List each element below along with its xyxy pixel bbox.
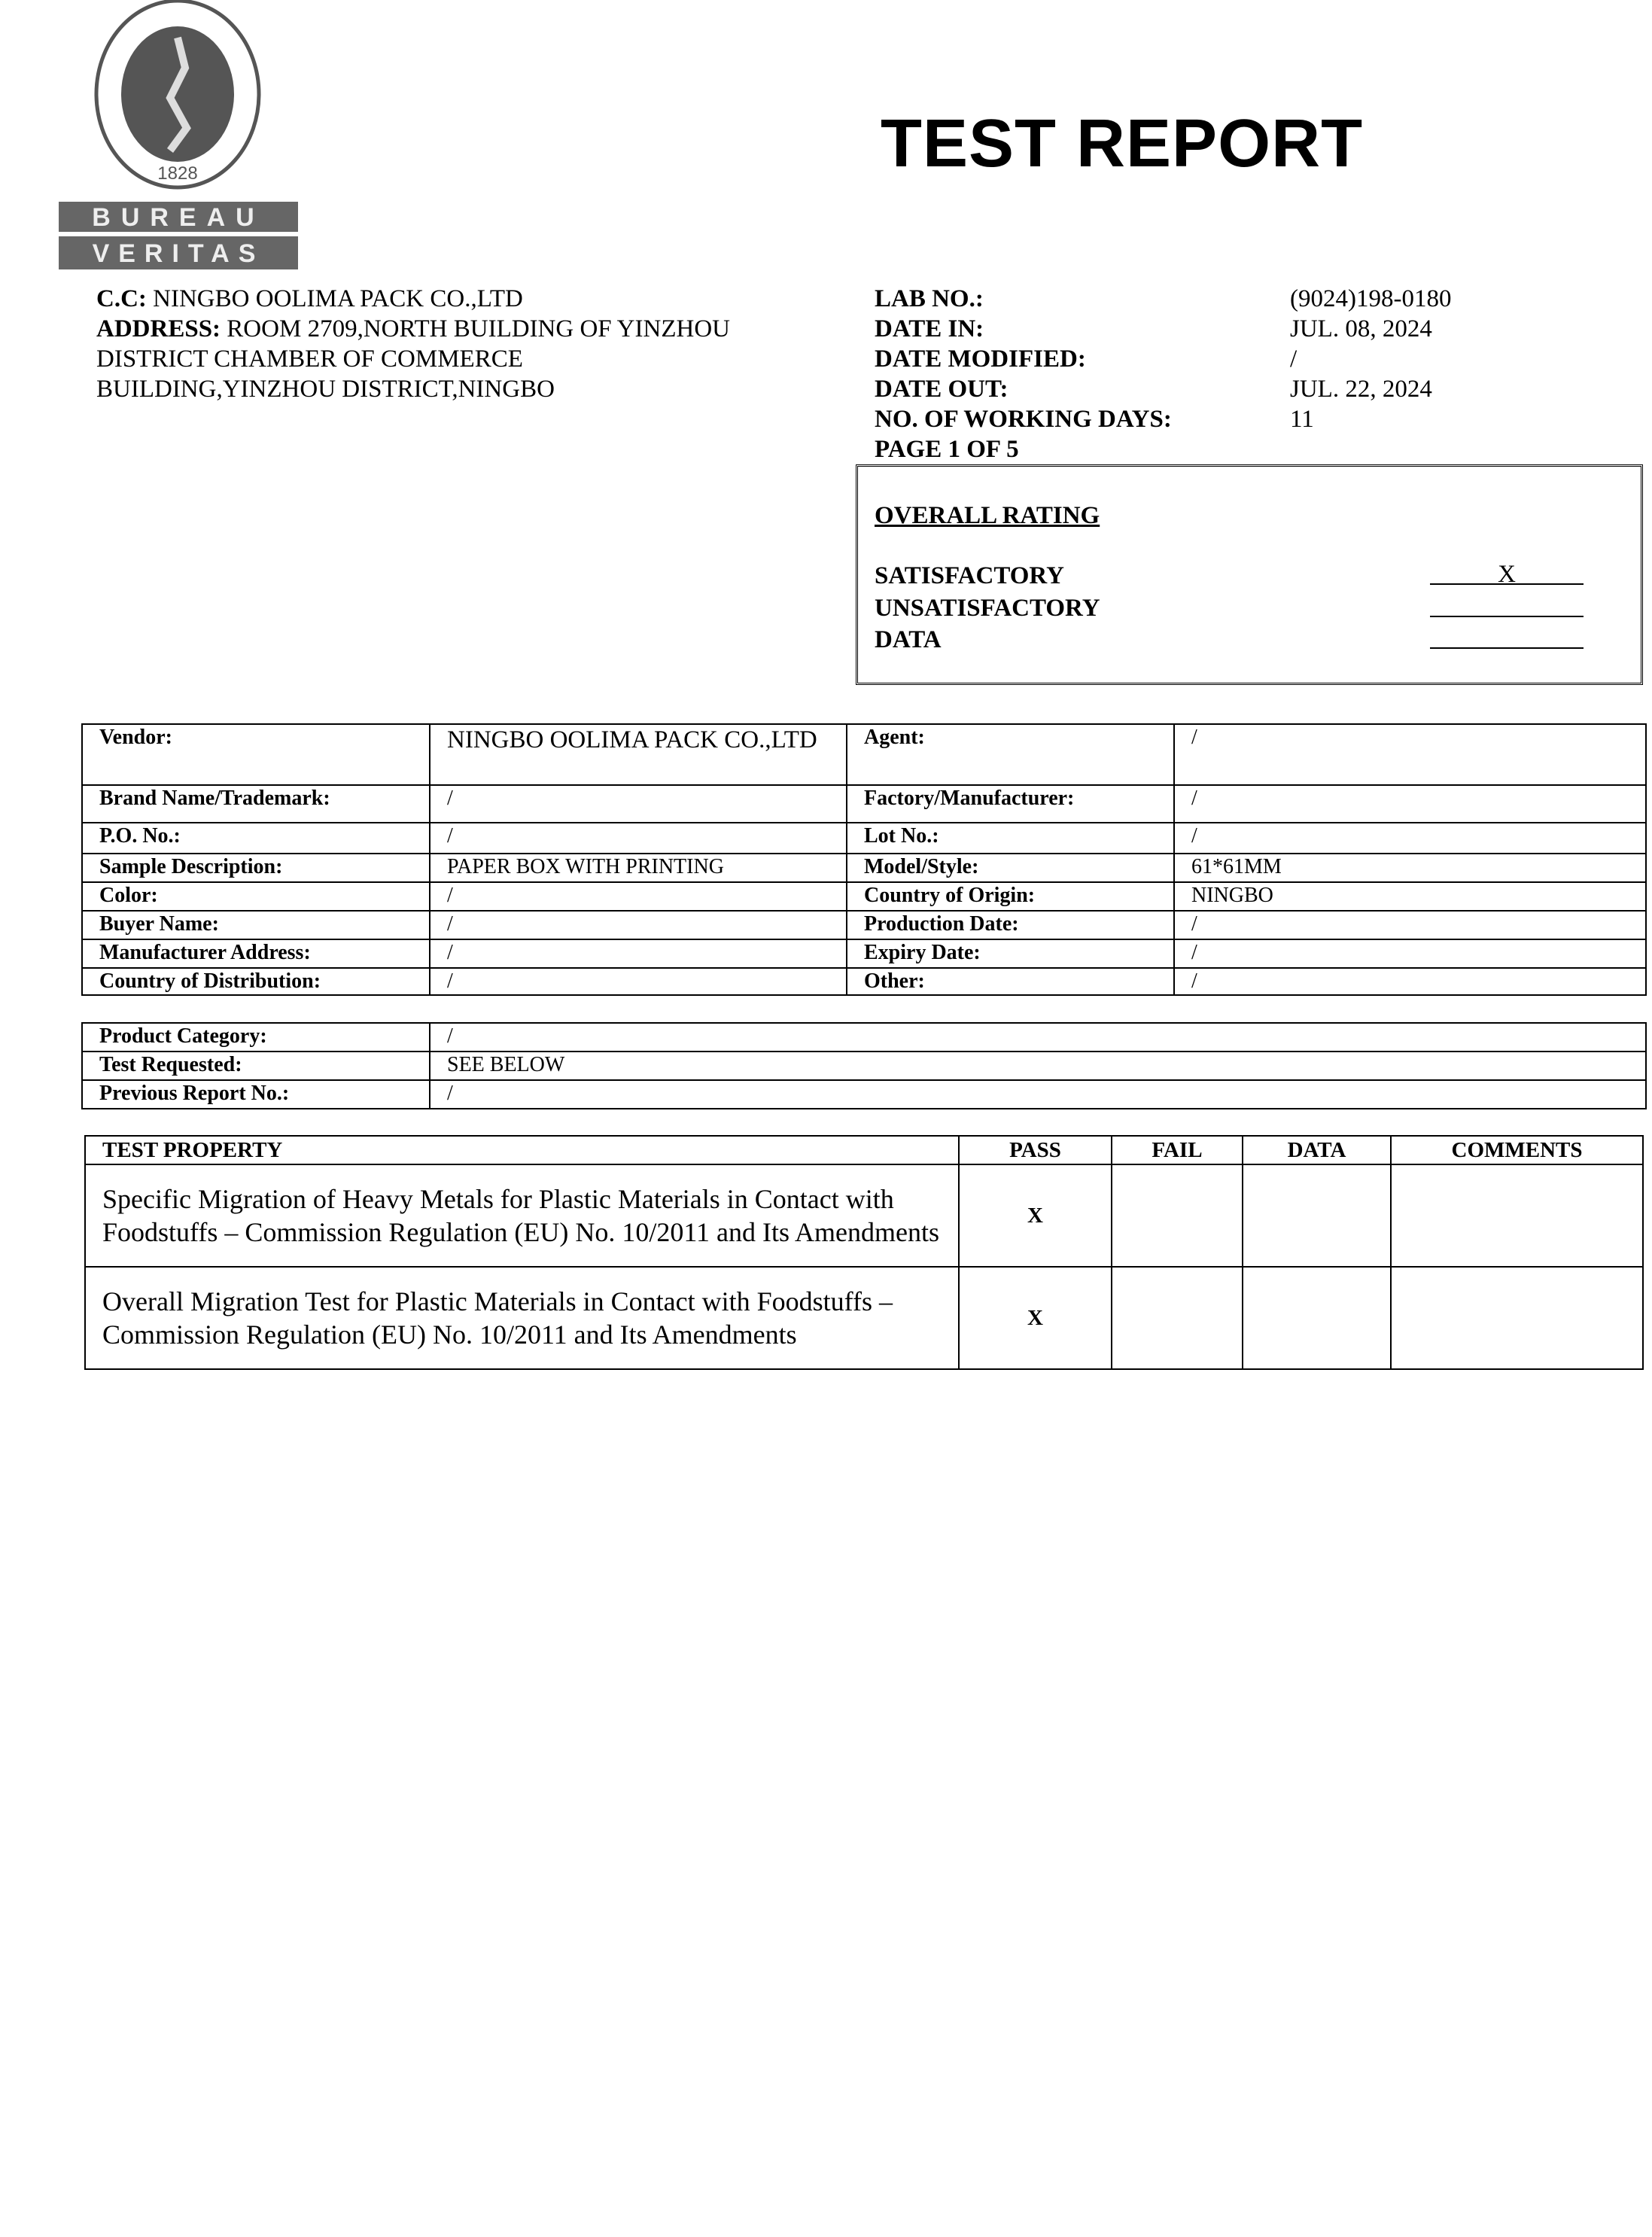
category-label: Test Requested: — [82, 1052, 430, 1080]
logo-text-veritas: VERITAS — [92, 239, 265, 268]
working-days-value: 11 — [1290, 406, 1314, 433]
details-label: Buyer Name: — [82, 911, 430, 939]
report-info — [875, 284, 1452, 464]
category-label: Previous Report No.: — [82, 1080, 430, 1109]
date-in-label: DATE IN: — [875, 315, 984, 342]
header-pass: PASS — [959, 1136, 1112, 1164]
date-modified-label: DATE MODIFIED: — [875, 345, 1086, 373]
comments — [1391, 1267, 1643, 1369]
bureau-veritas-logo — [57, 0, 300, 271]
details-value: / — [1174, 724, 1646, 785]
details-label: Agent: — [847, 724, 1174, 785]
date-out-label: DATE OUT: — [875, 376, 1009, 403]
category-row — [82, 1080, 1646, 1109]
details-label: Country of Origin: — [847, 882, 1174, 911]
details-label: Other: — [847, 968, 1174, 995]
lab-no-label: LAB NO.: — [875, 285, 984, 312]
working-days-label: NO. OF WORKING DAYS: — [875, 406, 1172, 433]
client-info — [96, 284, 730, 404]
details-value: 61*61MM — [1174, 854, 1646, 882]
fail-mark — [1112, 1267, 1243, 1369]
rating-satisfactory-mark: X — [1430, 559, 1584, 585]
fail-mark — [1112, 1164, 1243, 1267]
overall-rating-box — [856, 464, 1643, 685]
details-value: / — [430, 968, 847, 995]
details-row — [82, 724, 1646, 785]
test-property: Specific Migration of Heavy Metals for Plastic Materials in Contact with Foodstuffs – Commission Regulation (EU) No. 10/2011 and Its Amendments — [85, 1164, 959, 1267]
details-row — [82, 939, 1646, 968]
details-label: Manufacturer Address: — [82, 939, 430, 968]
details-row — [82, 968, 1646, 995]
cc-label: C.C: — [96, 285, 147, 312]
address-line-3: BUILDING,YINZHOU DISTRICT,NINGBO — [96, 376, 555, 403]
rating-satisfactory-label: SATISFACTORY — [875, 562, 1064, 589]
header-data: DATA — [1243, 1136, 1391, 1164]
page-number: PAGE 1 OF 5 — [875, 436, 1019, 463]
details-value: / — [1174, 911, 1646, 939]
details-label: Color: — [82, 882, 430, 911]
category-row — [82, 1023, 1646, 1052]
category-value: / — [430, 1080, 1646, 1109]
details-value: / — [1174, 785, 1646, 823]
test-row — [85, 1164, 1643, 1267]
details-label: Factory/Manufacturer: — [847, 785, 1174, 823]
details-label: Production Date: — [847, 911, 1174, 939]
details-row — [82, 854, 1646, 882]
details-value: NINGBO OOLIMA PACK CO.,LTD — [430, 724, 847, 785]
test-row — [85, 1267, 1643, 1369]
header-test-property: TEST PROPERTY — [85, 1136, 959, 1164]
header-fail: FAIL — [1112, 1136, 1243, 1164]
details-value: NINGBO — [1174, 882, 1646, 911]
details-label: Sample Description: — [82, 854, 430, 882]
category-label: Product Category: — [82, 1023, 430, 1052]
logo-text-bureau: BUREAU — [92, 203, 265, 232]
details-value: PAPER BOX WITH PRINTING — [430, 854, 847, 882]
details-value: / — [430, 823, 847, 854]
date-modified-value: / — [1290, 345, 1298, 373]
report-title: TEST REPORT — [881, 106, 1364, 181]
category-value: SEE BELOW — [430, 1052, 1646, 1080]
details-label: Lot No.: — [847, 823, 1174, 854]
details-label: Expiry Date: — [847, 939, 1174, 968]
details-value: / — [1174, 939, 1646, 968]
rating-data-label: DATA — [875, 626, 942, 653]
date-in-value: JUL. 08, 2024 — [1290, 315, 1432, 342]
details-value: / — [430, 939, 847, 968]
details-value: / — [1174, 823, 1646, 854]
category-row — [82, 1052, 1646, 1080]
logo-year: 1828 — [157, 163, 198, 184]
rating-unsatisfactory-mark — [1430, 592, 1584, 617]
details-value: / — [430, 785, 847, 823]
sample-details-table — [81, 723, 1647, 996]
details-value: / — [430, 911, 847, 939]
test-property: Overall Migration Test for Plastic Materials in Contact with Foodstuffs – Commission Regulation (EU) No. 10/2011 and Its Amendments — [85, 1267, 959, 1369]
details-row — [82, 785, 1646, 823]
details-label: Model/Style: — [847, 854, 1174, 882]
details-value: / — [430, 882, 847, 911]
address-line-1: ROOM 2709,NORTH BUILDING OF YINZHOU — [227, 315, 730, 342]
comments — [1391, 1164, 1643, 1267]
address-label: ADDRESS: — [96, 315, 221, 342]
overall-rating-heading: OVERALL RATING — [875, 502, 1100, 529]
details-label: Country of Distribution: — [82, 968, 430, 995]
details-label: Brand Name/Trademark: — [82, 785, 430, 823]
pass-mark: X — [959, 1267, 1112, 1369]
data-mark — [1243, 1267, 1391, 1369]
rating-unsatisfactory-label: UNSATISFACTORY — [875, 595, 1100, 622]
category-value: / — [430, 1023, 1646, 1052]
details-row — [82, 911, 1646, 939]
details-value: / — [1174, 968, 1646, 995]
test-results-header — [85, 1136, 1643, 1164]
cc-value: NINGBO OOLIMA PACK CO.,LTD — [153, 285, 523, 312]
rating-data-mark — [1430, 623, 1584, 649]
lab-no-value: (9024)198-0180 — [1290, 285, 1452, 312]
address-line-2: DISTRICT CHAMBER OF COMMERCE — [96, 345, 523, 373]
details-label: P.O. No.: — [82, 823, 430, 854]
data-mark — [1243, 1164, 1391, 1267]
test-results-table — [84, 1135, 1644, 1370]
date-out-value: JUL. 22, 2024 — [1290, 376, 1432, 403]
details-label: Vendor: — [82, 724, 430, 785]
details-row — [82, 882, 1646, 911]
test-request-table — [81, 1022, 1647, 1109]
details-row — [82, 823, 1646, 854]
header-comments: COMMENTS — [1391, 1136, 1643, 1164]
pass-mark: X — [959, 1164, 1112, 1267]
